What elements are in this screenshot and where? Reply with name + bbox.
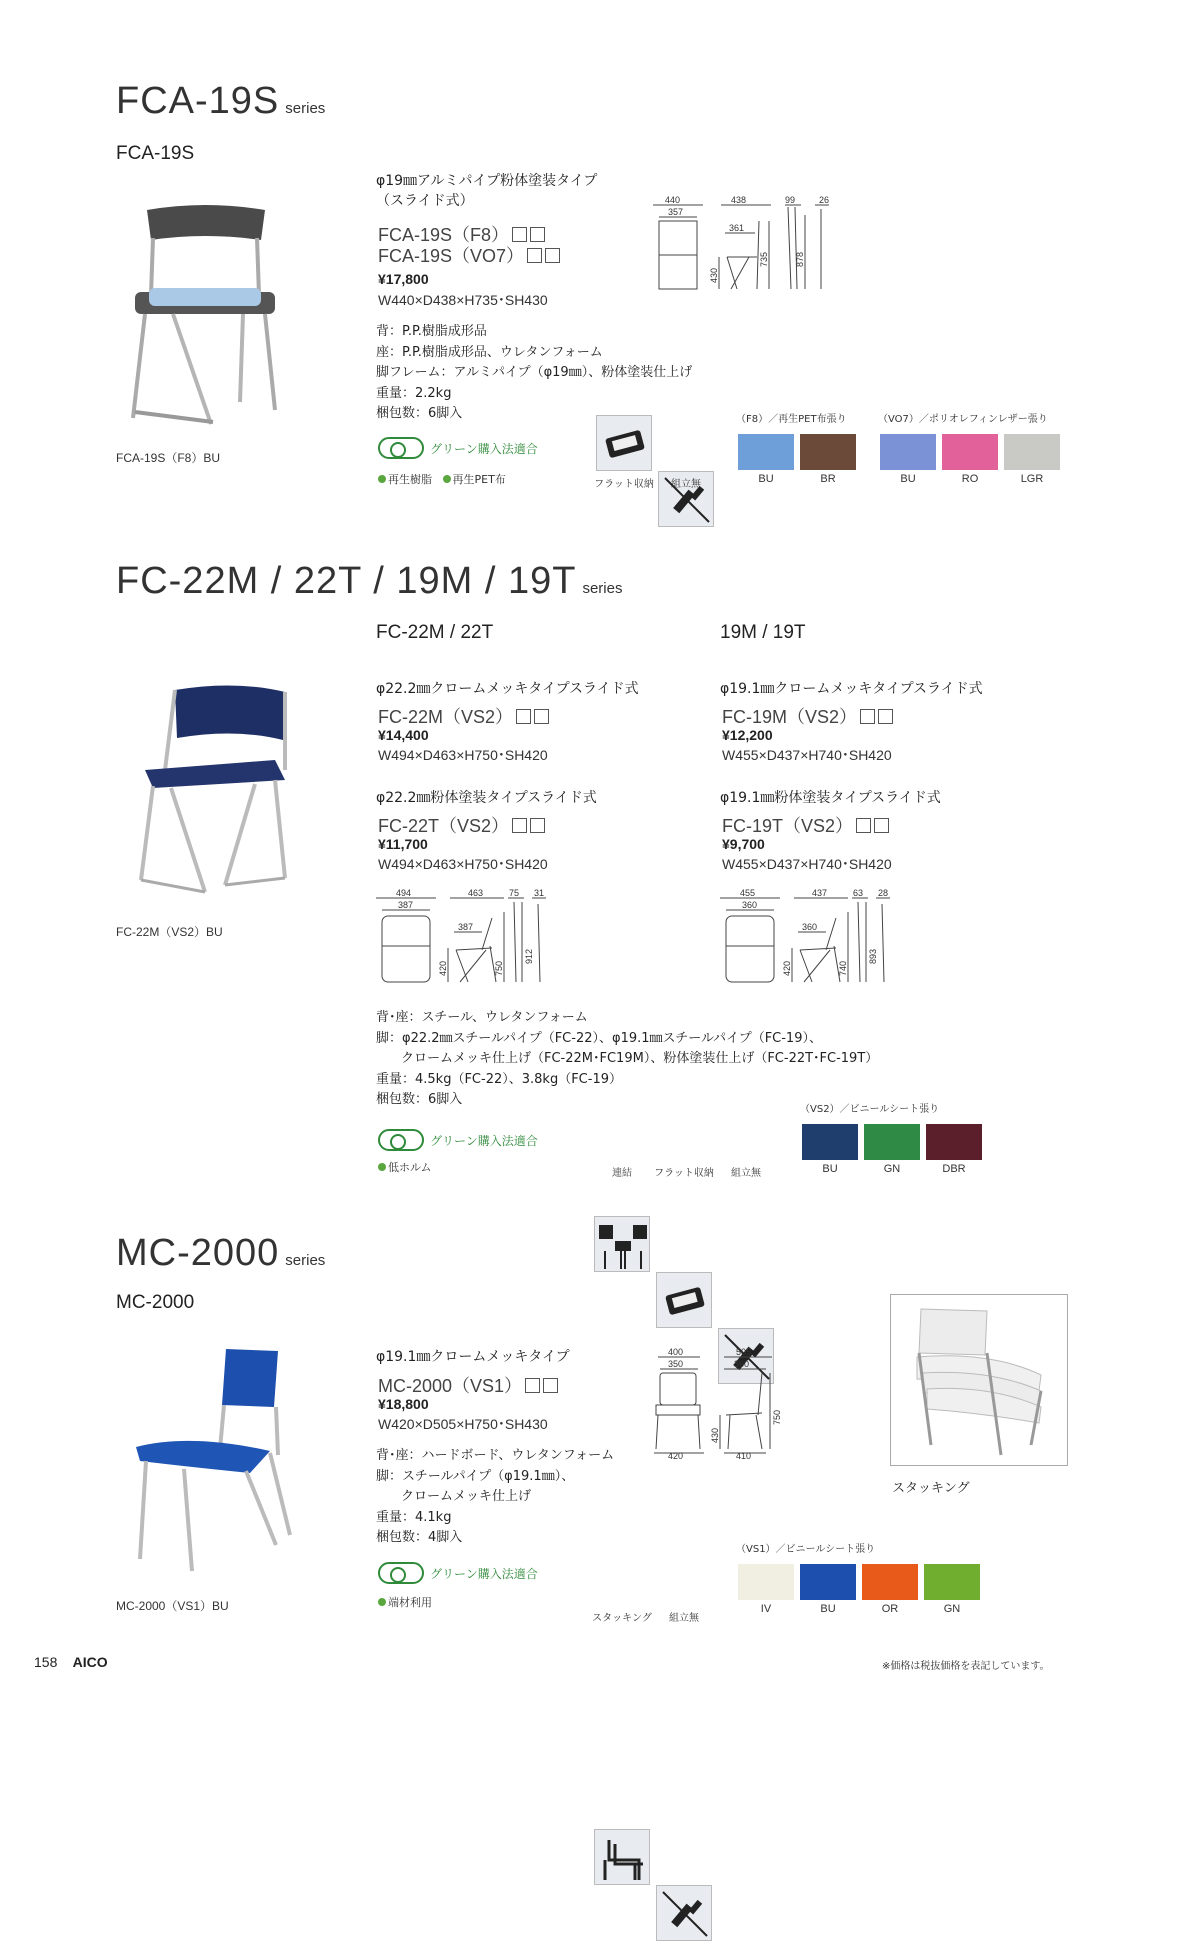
chair-photo-fc22m: [135, 680, 315, 900]
eco-labels: 低ホルム: [378, 1159, 432, 1175]
swatch-label: BU: [900, 473, 916, 485]
svg-text:912: 912: [524, 948, 534, 964]
photo-caption: FC-22M（VS2）BU: [116, 925, 223, 939]
stacking-icon: [594, 1829, 650, 1885]
svg-text:361: 361: [729, 223, 745, 233]
type-line: （スライド式）: [376, 193, 474, 209]
product-code: FCA-19S（VO7）: [378, 242, 560, 268]
swatch-vs1-or: [862, 1564, 918, 1600]
svg-text:387: 387: [458, 922, 474, 932]
svg-text:360: 360: [734, 1359, 750, 1369]
stacking-caption: スタッキング: [892, 1481, 970, 1496]
type-line: φ22.2㎜クロームメッキタイプスライド式: [376, 681, 639, 697]
svg-text:455: 455: [740, 888, 756, 898]
icon-label: フラット収納: [654, 1168, 714, 1179]
swatch-vo7-ro: [942, 434, 998, 470]
product-code: FC-19T（VS2）: [722, 812, 889, 838]
page-footer: [34, 1652, 108, 1671]
swatch-heading: （F8）／再生PET布張り: [736, 414, 847, 425]
price: ¥9,700: [722, 836, 765, 852]
spec-item: 背･座：ハードボード、ウレタンフォーム: [376, 1448, 615, 1463]
svg-text:505: 505: [736, 1347, 752, 1357]
price: ¥14,400: [378, 727, 429, 743]
svg-text:437: 437: [812, 888, 828, 898]
svg-text:63: 63: [853, 888, 864, 898]
product-code: FC-19M（VS2）: [722, 703, 893, 729]
price: ¥17,800: [378, 271, 429, 287]
icon-label: フラット収納: [594, 479, 654, 490]
page-number: 158: [34, 1654, 58, 1670]
swatch-label: GN: [943, 1603, 961, 1615]
swatch-label: GN: [883, 1163, 901, 1175]
svg-text:438: 438: [731, 195, 747, 205]
spec-item: 重量：2.2kg: [376, 385, 452, 401]
swatch-label: OR: [881, 1603, 899, 1615]
photo-caption: FCA-19S（F8）BU: [116, 451, 221, 465]
svg-text:31: 31: [534, 888, 545, 898]
spec-item: 脚フレーム：アルミパイプ（φ19㎜）、粉体塗装仕上げ: [376, 365, 693, 380]
series-title: FC-22M / 22T / 19M / 19T series: [116, 560, 623, 602]
svg-text:28: 28: [878, 888, 889, 898]
dimensions: W440×D438×H735･SH430: [378, 292, 548, 308]
eco-labels: 端材利用: [378, 1594, 432, 1610]
svg-text:357: 357: [668, 207, 684, 217]
no-assembly-icon: [656, 1885, 712, 1941]
icon-label: スタッキング: [592, 1613, 652, 1624]
type-line: φ22.2㎜粉体塗装タイプスライド式: [376, 790, 597, 806]
spec-list: [376, 1008, 878, 1111]
spec-item: 重量：4.5kg（FC-22）、3.8kg（FC-19）: [376, 1071, 622, 1087]
swatch-f8-br: [800, 434, 856, 470]
dimensions: W455×D437×H740･SH420: [722, 747, 892, 763]
svg-text:878: 878: [795, 251, 805, 267]
green-purchase-badge: グリーン購入法適合: [378, 437, 538, 459]
spec-item: クロームメッキ仕上げ（FC-22M･FC19M）、粉体塗装仕上げ（FC-22T･FC-19T）: [401, 1051, 879, 1066]
price: ¥18,800: [378, 1396, 429, 1412]
model-title: FC-22M / 22T: [376, 622, 494, 643]
type-line: φ19㎜アルミパイプ粉体塗装タイプ: [376, 173, 598, 189]
swatch-vs1-bu: [800, 1564, 856, 1600]
swatch-label: DBR: [942, 1163, 966, 1175]
stacking-photo-frame: [890, 1294, 1068, 1466]
spec-item: 背：P.P.樹脂成形品: [376, 324, 487, 339]
spec-item: 脚：φ22.2㎜スチールパイプ（FC-22）、φ19.1㎜スチールパイプ（FC-19）、: [376, 1030, 822, 1046]
price: ¥12,200: [722, 727, 773, 743]
swatch-f8-bu: [738, 434, 794, 470]
icon-label: 連結: [612, 1168, 632, 1179]
flat-storage-icon: [656, 1272, 712, 1328]
dimensions: W494×D463×H750･SH420: [378, 856, 548, 872]
flat-storage-icon: [596, 415, 652, 471]
dimensions: W494×D463×H750･SH420: [378, 747, 548, 763]
chair-photo-mc2000: [130, 1345, 300, 1575]
swatch-heading: （VS1）／ビニールシート張り: [736, 1544, 876, 1555]
product-code: FC-22T（VS2）: [378, 812, 545, 838]
svg-text:430: 430: [709, 267, 719, 283]
stacking-photo: [891, 1295, 1067, 1465]
svg-text:750: 750: [494, 960, 504, 976]
svg-text:99: 99: [785, 195, 796, 205]
svg-text:410: 410: [736, 1451, 752, 1460]
type-line: φ19.1㎜クロームメッキタイプ: [376, 1349, 570, 1365]
svg-text:26: 26: [819, 195, 830, 205]
svg-text:420: 420: [438, 960, 448, 976]
svg-text:400: 400: [668, 1347, 684, 1357]
svg-text:387: 387: [398, 900, 414, 910]
swatch-label: BU: [758, 473, 774, 485]
dimensions: W420×D505×H750･SH430: [378, 1416, 548, 1432]
spec-item: クロームメッキ仕上げ: [401, 1489, 532, 1504]
swatch-vs1-iv: [738, 1564, 794, 1600]
type-line: φ19.1㎜粉体塗装タイプスライド式: [720, 790, 941, 806]
swatch-vs1-gn: [924, 1564, 980, 1600]
price-note: ※価格は税抜価格を表記しています。: [882, 1661, 1050, 1672]
eco-labels: 再生樹脂 再生PET布: [378, 471, 506, 487]
spec-item: 梱包数：6脚入: [376, 406, 463, 421]
svg-text:360: 360: [742, 900, 758, 910]
dimensions: W455×D437×H740･SH420: [722, 856, 892, 872]
swatch-vs2-gn: [864, 1124, 920, 1160]
dimension-drawing: [645, 195, 845, 297]
swatch-vo7-lgr: [1004, 434, 1060, 470]
dimension-drawing: [716, 888, 916, 990]
dimension-drawing: [372, 888, 572, 990]
dimension-drawing: [650, 1345, 800, 1460]
brand-name: AICO: [72, 1654, 108, 1670]
model-title: FCA-19S: [116, 143, 195, 164]
green-purchase-icon: [378, 437, 424, 459]
svg-text:430: 430: [710, 1427, 720, 1443]
spec-item: 背･座：スチール、ウレタンフォーム: [376, 1010, 588, 1025]
swatch-vs2-dbr: [926, 1124, 982, 1160]
swatch-vs2-bu: [802, 1124, 858, 1160]
spec-list: [376, 1446, 614, 1549]
price: ¥11,700: [378, 836, 428, 852]
svg-text:740: 740: [838, 960, 848, 976]
svg-text:893: 893: [868, 948, 878, 964]
spec-item: 座：P.P.樹脂成形品、ウレタンフォーム: [376, 344, 603, 360]
icon-label: 組立無: [669, 1613, 699, 1624]
swatch-heading: （VO7）／ポリオレフィンレザー張り: [878, 414, 1048, 425]
series-title: FCA-19S series: [116, 80, 326, 122]
swatch-label: IV: [760, 1603, 772, 1615]
svg-text:360: 360: [802, 922, 818, 932]
spec-item: 梱包数：4脚入: [376, 1530, 463, 1545]
swatch-vo7-bu: [880, 434, 936, 470]
svg-text:420: 420: [668, 1451, 684, 1460]
svg-text:350: 350: [668, 1359, 684, 1369]
svg-text:494: 494: [396, 888, 412, 898]
spec-item: 梱包数：6脚入: [376, 1092, 463, 1107]
spec-item: 重量：4.1kg: [376, 1509, 452, 1525]
green-purchase-icon: [378, 1129, 424, 1151]
icon-label: 組立無: [671, 479, 701, 490]
spec-list: [376, 322, 692, 425]
photo-caption: MC-2000（VS1）BU: [116, 1599, 229, 1613]
green-purchase-badge: グリーン購入法適合: [378, 1562, 538, 1584]
spec-item: 脚：スチールパイプ（φ19.1㎜）、: [376, 1468, 575, 1484]
model-title: 19M / 19T: [720, 622, 806, 643]
swatch-label: BR: [820, 473, 836, 485]
svg-text:440: 440: [665, 195, 681, 205]
product-code: MC-2000（VS1）: [378, 1372, 558, 1398]
svg-text:463: 463: [468, 888, 484, 898]
svg-text:735: 735: [759, 251, 769, 267]
icon-label: 組立無: [731, 1168, 761, 1179]
swatch-label: BU: [822, 1163, 838, 1175]
product-code: FC-22M（VS2）: [378, 703, 549, 729]
product-code: FCA-19S（F8）: [378, 221, 545, 247]
green-purchase-badge: グリーン購入法適合: [378, 1129, 538, 1151]
swatch-label: RO: [961, 473, 979, 485]
model-title: MC-2000: [116, 1292, 195, 1313]
svg-text:75: 75: [509, 888, 520, 898]
series-title: MC-2000 series: [116, 1232, 326, 1274]
type-line: φ19.1㎜クロームメッキタイプスライド式: [720, 681, 983, 697]
swatch-heading: （VS2）／ビニールシート張り: [800, 1104, 940, 1115]
swatch-label: LGR: [1020, 473, 1044, 485]
svg-text:420: 420: [782, 960, 792, 976]
swatch-label: BU: [820, 1603, 836, 1615]
green-purchase-icon: [378, 1562, 424, 1584]
chair-photo-fca19s: [125, 200, 285, 440]
linking-icon: [594, 1216, 650, 1272]
svg-text:750: 750: [772, 1409, 782, 1425]
